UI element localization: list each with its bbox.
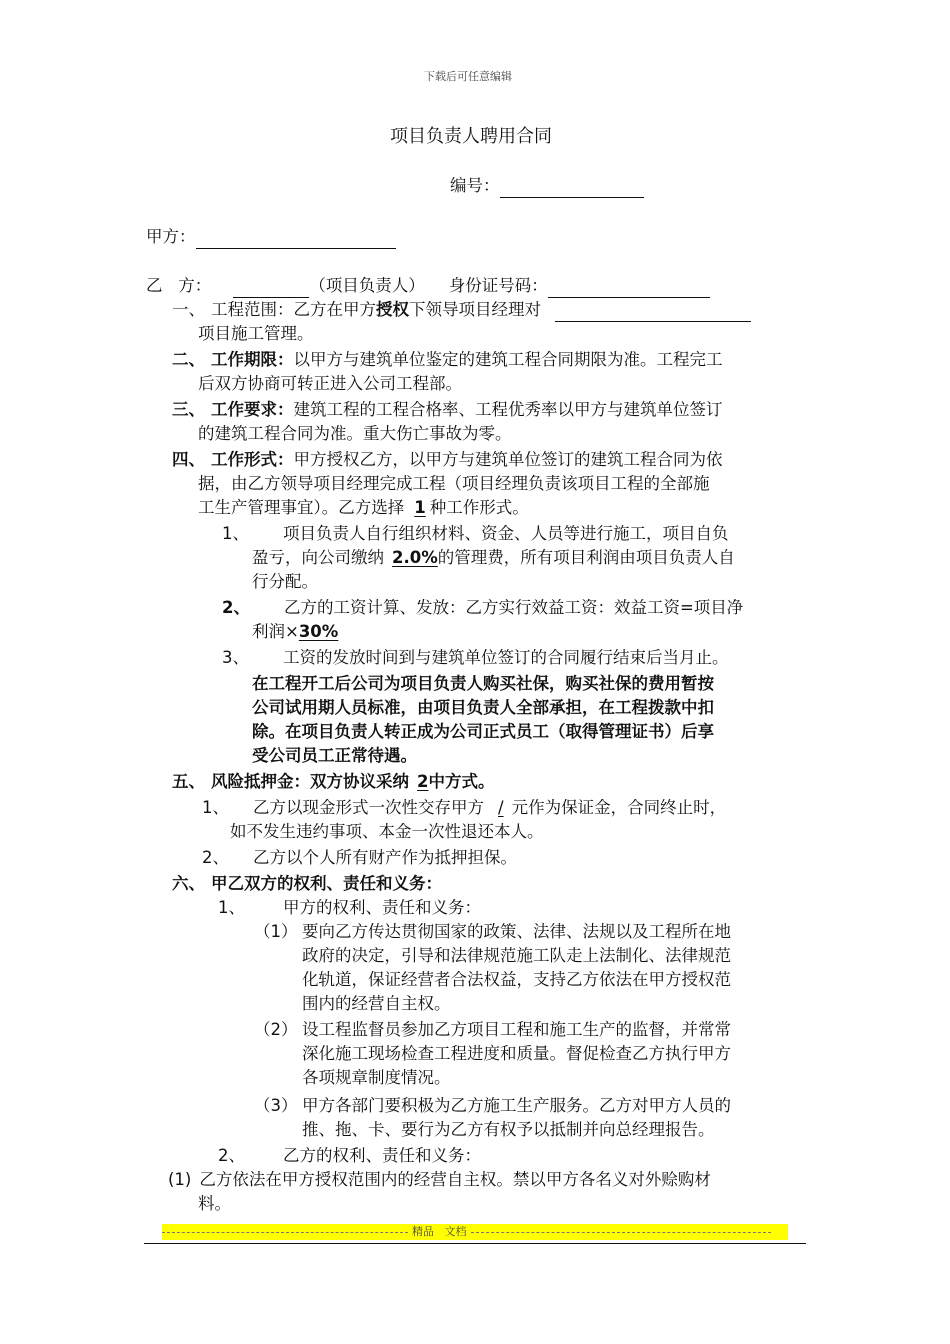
s6-b-item-1-line2: 料。 (198, 1194, 231, 1213)
party-b-field (146, 274, 710, 298)
party-b-role: （项目负责人） (309, 276, 425, 295)
deposit-method-choice: 2 (417, 772, 429, 791)
s6-a-item-3-line1: 甲方各部门要积极为乙方施工生产服务。乙方对甲方人员的 (302, 1096, 731, 1115)
s6-party-b-title: 2、 乙方的权利、责任和义务： (218, 1146, 481, 1165)
s4-item-1-line2: 盈亏，向公司缴纳 2.0%的管理费，所有项目利润由项目负责人自 (252, 548, 735, 567)
section-3-line1: 三、 工作要求：建筑工程的工程合格率、工程优秀率以甲方与建筑单位签订 (172, 400, 723, 419)
section-1-line1: 一、 工程范围：乙方在甲方授权下领导项目经理对 (172, 298, 751, 322)
party-a-label: 甲方： (146, 227, 196, 246)
contract-number-label: 编号： (450, 176, 500, 195)
section-5-heading: 五、 风险抵押金：双方协议采纳 2中方式。 (172, 772, 495, 791)
s6-a-item-1-line2: 政府的决定，引导和法律规范施工队走上法制化、法律规范 (302, 946, 731, 965)
footer-dash-left (162, 1224, 408, 1233)
s6-a-item-2-line3: 各项规章制度情况。 (302, 1068, 451, 1087)
section-4-line2: 据，由乙方领导项目经理完成工程（项目经理负责该项目工程的全部施 (198, 474, 710, 493)
contract-number-blank (500, 179, 644, 198)
profit-share-value: 30% (298, 622, 339, 641)
section-1-num: 一、 (172, 300, 205, 319)
footer-highlight-bar (162, 1224, 788, 1240)
footer-label: 精品 文档 (412, 1225, 467, 1238)
s6-a-item-2-num: （2） (254, 1020, 298, 1039)
s4-item-3-line1: 3、 工资的发放时间到与建筑单位签订的合同履行结束后当月止。 (222, 648, 729, 667)
s5-item-2-line1: 2、 乙方以个人所有财产作为抵押担保。 (202, 848, 517, 867)
s6-a-item-2-line1: 设工程监督员参加乙方项目工程和施工生产的监督，并常常 (302, 1020, 731, 1039)
party-b-label: 乙 方： (146, 276, 212, 295)
deposit-amount-value: / (498, 798, 504, 817)
id-number-label: 身份证号码： (448, 276, 548, 295)
s6-a-item-2-line2: 深化施工现场检查工程进度和质量。督促检查乙方执行甲方 (302, 1044, 731, 1063)
insurance-line-4: 受公司员工正常待遇。 (252, 746, 417, 765)
section-2-line1: 二、 工作期限：以甲方与建筑单位鉴定的建筑工程合同期限为准。工程完工 (172, 350, 723, 369)
section-4-line1: 四、 工作形式：甲方授权乙方，以甲方与建筑单位签订的建筑工程合同为依 (172, 450, 723, 469)
s6-a-item-1-line1: 要向乙方传达贯彻国家的政策、法律、法规以及工程所在地 (302, 922, 731, 941)
management-fee-value: 2.0% (392, 548, 438, 567)
document-title: 项目负责人聘用合同 (390, 126, 552, 147)
section-1-line2: 项目施工管理。 (198, 324, 314, 343)
s6-a-item-1-line4: 围内的经营自主权。 (302, 994, 451, 1013)
insurance-line-2: 公司试用期人员标准，由项目负责人全部承担，在工程拨款中扣 (252, 698, 714, 717)
section-4-line3: 工生产管理事宜）。乙方选择 1 种工作形式。 (198, 498, 529, 517)
contract-number-field (450, 174, 644, 198)
s4-item-1-line1: 1、 项目负责人自行组织材料、资金、人员等进行施工，项目自负 (222, 524, 729, 543)
s4-item-2-line1: 2、 乙方的工资计算、发放：乙方实行效益工资：效益工资=项目净 (222, 598, 744, 617)
insurance-line-3: 除。在项目负责人转正成为公司正式员工（取得管理证书）后享 (252, 722, 714, 741)
section-3-line2: 的建筑工程合同为准。重大伤亡事故为零。 (198, 424, 512, 443)
s6-b-item-1-line1: (1) 乙方依法在甲方授权范围内的经营自主权。禁以甲方各名义对外赊购材 (168, 1170, 711, 1189)
work-form-choice: 1 (414, 498, 426, 517)
s6-party-a-title: 1、 甲方的权利、责任和义务： (218, 898, 481, 917)
s6-a-item-3-line2: 推、拖、卡、要行为乙方有权予以抵制并向总经理报告。 (302, 1120, 715, 1139)
s6-a-item-3-num: （3） (254, 1096, 298, 1115)
s4-item-2-line2: 利润×30% (252, 622, 339, 641)
party-b-blank (233, 279, 309, 298)
project-name-blank (555, 303, 751, 322)
s4-item-1-line3: 行分配。 (252, 572, 318, 591)
s5-item-1-line1: 1、 乙方以现金形式一次性交存甲方 / 元作为保证金，合同终止时， (202, 798, 727, 817)
footer-rule (144, 1243, 806, 1244)
header-note: 下载后可任意编辑 (424, 70, 512, 83)
party-a-blank (196, 230, 396, 249)
section-6-heading: 六、 甲乙双方的权利、责任和义务： (172, 874, 442, 893)
id-number-blank (548, 279, 710, 298)
footer-dash-right (471, 1224, 771, 1233)
s6-a-item-1-line3: 化轨道，保证经营者合法权益，支持乙方依法在甲方授权范 (302, 970, 731, 989)
section-2-line2: 后双方协商可转正进入公司工程部。 (198, 374, 462, 393)
s5-item-1-line2: 如不发生违约事项、本金一次性退还本人。 (230, 822, 544, 841)
insurance-line-1: 在工程开工后公司为项目负责人购买社保，购买社保的费用暂按 (252, 674, 714, 693)
s6-a-item-1-num: （1） (254, 922, 298, 941)
party-a-field (146, 225, 396, 249)
